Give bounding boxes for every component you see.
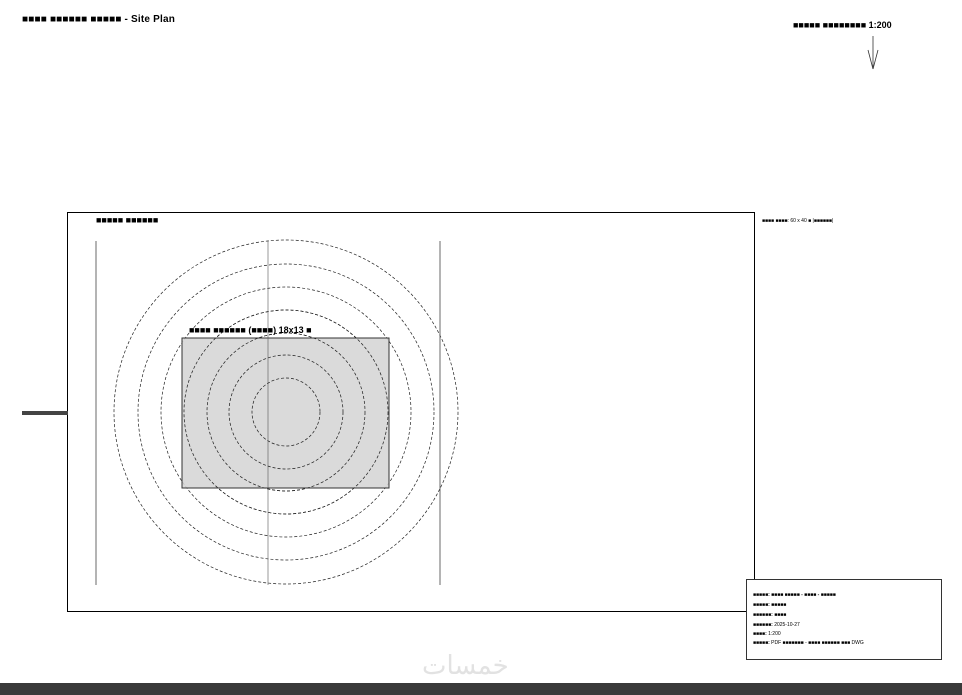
site-boundary-frame	[67, 212, 755, 612]
title-block-date: ■■■■■■: 2025-10-27	[753, 622, 800, 628]
watermark-logo: خمسات	[422, 650, 509, 680]
bottom-bar	[0, 683, 962, 695]
title-block-scale: ■■■■: 1:200	[753, 631, 781, 637]
title-block-project: ■■■■■: ■■■■ ■■■■■ - ■■■■ - ■■■■■	[753, 592, 836, 598]
legend-text: ■■■■ ■■■■: 60 x 40 ■ |■■■■■■|	[762, 218, 834, 224]
drawing-title: ■■■■ ■■■■■■ ■■■■■ - Site Plan	[22, 14, 176, 25]
building-label: ■■■■ ■■■■■■ (■■■■) 18x13 ■	[189, 325, 312, 335]
north-arrow-icon	[868, 36, 878, 69]
title-block-client: ■■■■■: ■■■■■	[753, 602, 787, 608]
title-block-format: ■■■■■: PDF ■■■■■■■ - ■■■■ ■■■■■■ ■■■ DWG	[753, 640, 864, 646]
entrance-marker	[22, 411, 68, 415]
site-label: ■■■■■ ■■■■■■	[96, 215, 159, 225]
title-block-designer: ■■■■■■: ■■■■	[753, 612, 787, 618]
north-scale-label: ■■■■■ ■■■■■■■■ 1:200	[793, 20, 892, 30]
title-block	[746, 579, 942, 660]
